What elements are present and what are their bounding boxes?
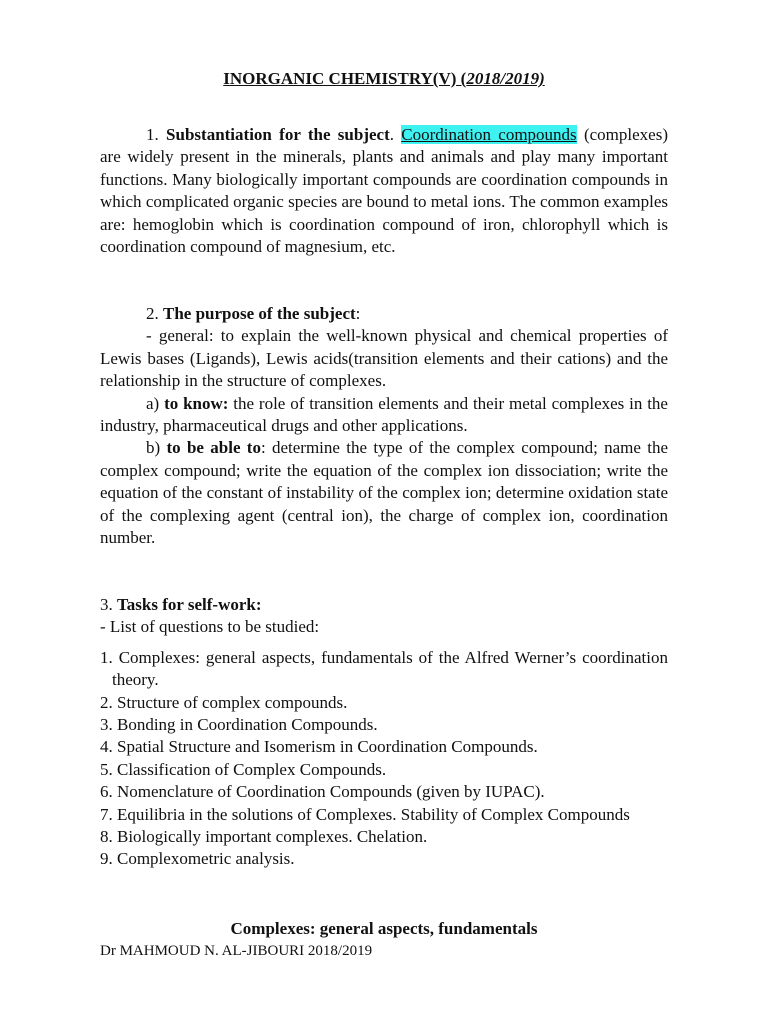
item-b-text: : determine the type of the complex compound; name the complex compound; write the equation of the complex ion dissociation; write the equation of the constant of instability of the complex ion; determine oxidation state of the complexing agent (central ion), the charge of complex ion, coordination number. (100, 438, 668, 548)
item-b-prefix: b) (146, 438, 167, 458)
section-tasks (100, 594, 668, 871)
title-year-open: ( (456, 69, 467, 88)
section3-number: 3. (100, 595, 117, 614)
section2-heading: The purpose of the subject (163, 304, 356, 323)
section3-intro: - List of questions to be studied: (100, 617, 320, 637)
item-a-prefix: a) (146, 393, 165, 413)
page-footer: Dr MAHMOUD N. AL-JIBOURI 2018/2019 (100, 943, 373, 959)
section2-heading-line (100, 303, 668, 325)
item-a-text: the role of transition elements and their metal complexes in the industry, pharmaceutical drugs and other applications. (100, 393, 668, 436)
section2-item-a (100, 393, 668, 438)
item-b-bold: to be able to (166, 438, 261, 458)
section3-heading: Tasks for self-work: (117, 595, 262, 614)
item-a-bold: to know: (164, 393, 229, 413)
task-list (100, 647, 668, 871)
list-item: 2. Structure of complex compounds. (100, 692, 348, 712)
list-item: 4. Spatial Structure and Isomerism in Coordination Compounds. (100, 737, 538, 757)
section1-paragraph (100, 124, 668, 258)
section3-heading-line (100, 594, 668, 616)
section1-heading-after: . (389, 125, 402, 144)
document-title (0, 68, 768, 90)
section1-heading: Substantiation for the subject (166, 125, 390, 144)
section-substantiation (100, 124, 668, 258)
section2-number: 2. (146, 304, 163, 323)
section-purpose (100, 303, 668, 549)
list-item: 5. Classification of Complex Compounds. (100, 759, 387, 779)
title-year: 2018/2019) (466, 69, 545, 88)
list-item: 7. Equilibria in the solutions of Complexes. Stability of Complex Compounds (100, 804, 630, 824)
section1-body: (complexes) are widely present in the minerals, plants and animals and play many important functions. Many biologically important compounds are coordination compounds in which complicated organic species are bound to metal ions. The common examples are: hemoglobin which is coordination compound of iron, chlorophyll which is coordination compound of magnesium, etc. (100, 125, 668, 257)
list-item: 9. Complexometric analysis. (100, 849, 295, 869)
section1-number: 1. (146, 125, 167, 144)
list-item: 1. Complexes: general aspects, fundamentals of the Alfred Werner’s coordination theory. (100, 647, 668, 690)
section-subheading: Complexes: general aspects, fundamentals (230, 919, 538, 938)
section2-item-b (100, 437, 668, 549)
title-main: INORGANIC CHEMISTRY(V) (223, 69, 457, 88)
coordination-compounds-link[interactable]: Coordination compounds (401, 125, 577, 144)
section2-general: - general: to explain the well-known physical and chemical properties of Lewis bases (Ligands), Lewis acids(transition elements and their cations) and the relationship in the structure of complexes. (100, 326, 668, 391)
list-item: 6. Nomenclature of Coordination Compounds (given by IUPAC). (100, 782, 545, 802)
section2-heading-after: : (355, 304, 361, 323)
list-item: 8. Biologically important complexes. Chelation. (100, 827, 428, 847)
list-item: 3. Bonding in Coordination Compounds. (100, 715, 378, 735)
